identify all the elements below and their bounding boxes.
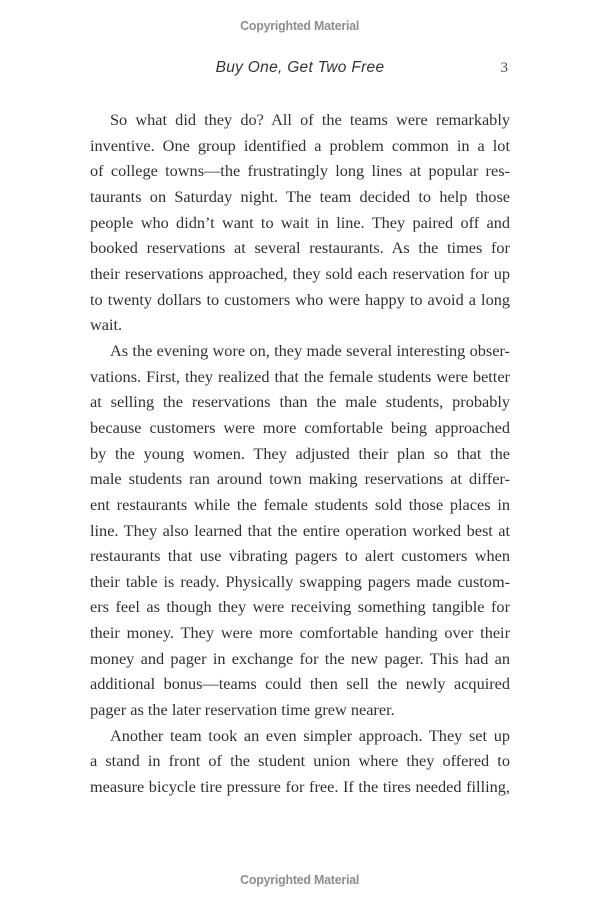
body-line: because customers were more comfortable being approached [90, 417, 511, 437]
body-line: their money. They were more comfortable handing over their [90, 623, 511, 643]
body-line: people who didn’t want to wait in line. They paired off and [90, 212, 510, 232]
running-title: Buy One, Get Two Free [215, 59, 385, 76]
copyright-notice-top [0, 17, 600, 35]
body-line: So what did they do? All of the teams were remarkably [110, 110, 510, 129]
body-line: money and pager in exchange for the new pager. This had an [90, 648, 511, 668]
body-line: line. They also learned that the entire operation worked best at [90, 520, 511, 540]
body-line: by the young women. They adjusted their plan so that the [90, 443, 510, 463]
body-line: ent restaurants while the female students sold those places in [90, 494, 511, 514]
copyright-notice-bottom [0, 871, 600, 889]
body-line: to twenty dollars to customers who were happy to avoid a long [90, 289, 510, 309]
body-line: a stand in front of the student union where they offered to [90, 751, 510, 771]
body-line: restaurants that use vibrating pagers to alert customers when [90, 546, 510, 566]
body-line: Another team took an even simpler approach. They set up [110, 725, 510, 745]
body-line: their reservations approached, they sold each reservation for up [90, 263, 511, 283]
body-line: As the evening wore on, they made several interesting obser- [110, 340, 510, 360]
body-line: wait. [90, 315, 123, 335]
body-line: vations. First, they realized that the female students were better [90, 366, 510, 386]
body-line: booked reservations at several restaurants. As the times for [90, 238, 510, 258]
body-line: inventive. One group identified a problem common in a lot [90, 135, 510, 155]
body-line: ers feel as though they were receiving something tangible for [90, 597, 510, 617]
body-line: taurants on Saturday night. The team decided to help those [90, 186, 511, 206]
page-header [90, 59, 510, 79]
body-line: pager as the later reservation time grew nearer. [90, 700, 395, 720]
body-line: their table is ready. Physically swapping pagers made custom- [90, 571, 511, 591]
body-line: additional bonus—teams could then sell the newly acquired [90, 674, 511, 694]
copyright-notice-bottom-text: Copyrighted Material [240, 872, 360, 887]
copyright-notice-top-text: Copyrighted Material [240, 18, 360, 33]
body-text [90, 107, 510, 800]
body-line: of college towns—the frustratingly long lines at popular res- [90, 161, 510, 181]
body-line: measure bicycle tire pressure for free. If the tires needed filling, [90, 777, 510, 797]
body-line: at selling the reservations than the male students, probably [90, 392, 511, 412]
body-line: male students ran around town making reservations at differ- [90, 469, 511, 489]
page-number: 3 [500, 60, 508, 76]
